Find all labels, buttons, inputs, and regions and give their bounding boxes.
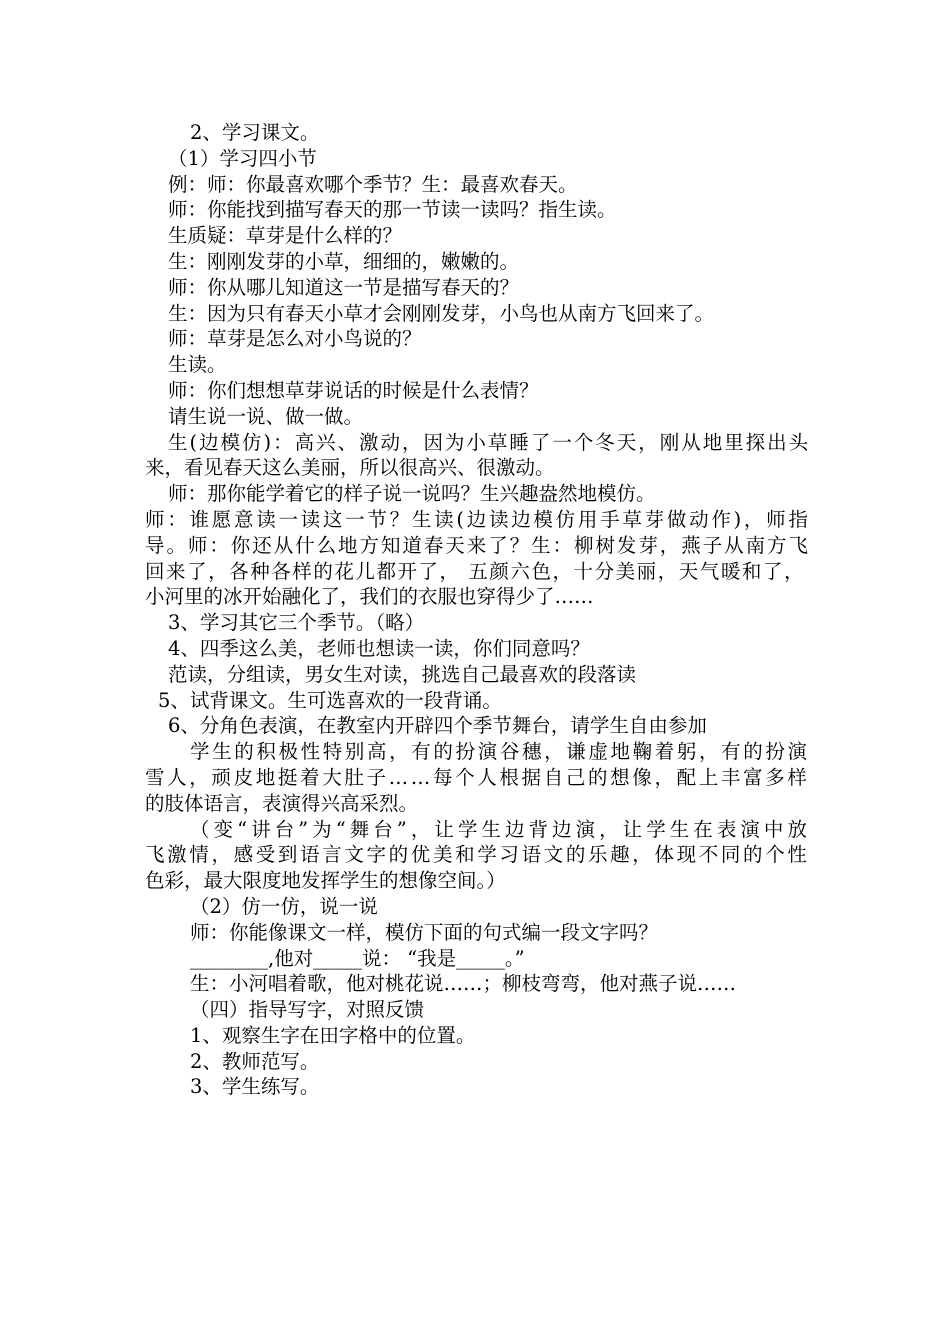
text-line (0, 662, 950, 688)
text-line-content: 师：你们想想草芽说话的时候是什么表情？ (168, 378, 539, 402)
text-line-content: 小河里的冰开始融化了，我们的衣服也穿得少了…… (145, 585, 594, 609)
text-line (0, 430, 950, 456)
text-line-content: 师：谁愿意读一读这一节？生读(边读边模仿用手草芽做动作)，师指 (145, 507, 811, 531)
text-line-content: 例：师：你最喜欢哪个季节？生：最喜欢春天。 (168, 172, 578, 196)
text-line (0, 791, 950, 817)
text-line-content: （四）指导写字，对照反馈 (190, 998, 425, 1022)
text-line (0, 559, 950, 585)
text-line (0, 507, 950, 533)
text-line (0, 868, 950, 894)
text-line (0, 636, 950, 662)
text-line (0, 533, 950, 559)
text-line (0, 404, 950, 430)
text-line (0, 301, 950, 327)
text-line-content: 3、学生练写。 (190, 1075, 320, 1099)
text-line (0, 326, 950, 352)
text-line (0, 481, 950, 507)
text-line-content: 范读，分组读，男女生对读，挑选自己最喜欢的段落读 (168, 662, 637, 686)
text-line-content: 师：你能像课文一样，模仿下面的句式编一段文字吗？ (190, 920, 659, 944)
text-line (0, 1074, 950, 1100)
text-line (0, 971, 950, 997)
text-line-content: 生：因为只有春天小草才会刚刚发芽，小鸟也从南方飞回来了。 (168, 301, 715, 325)
text-line-content: 请生说一说、做一做。 (168, 404, 364, 428)
text-line-content: （2）仿一仿，说一说 (190, 894, 378, 918)
text-line (0, 352, 950, 378)
text-line (0, 455, 950, 481)
text-line-content: 2、学习课文。 (190, 121, 320, 144)
text-line-content: 导。师：你还从什么地方知道春天来了？生：柳树发芽，燕子从南方飞 (145, 533, 810, 557)
text-line-content: 来，看见春天这么美丽，所以很高兴、很激动。 (145, 456, 555, 480)
text-line (0, 920, 950, 946)
text-line (0, 172, 950, 198)
text-line (0, 739, 950, 765)
text-line (0, 946, 950, 972)
text-line-content: 6、分角色表演，在教室内开辟四个季节舞台，请学生自由参加 (168, 714, 707, 738)
text-line (0, 584, 950, 610)
text-line-content: 回来了，各种各样的花儿都开了， 五颜六色，十分美丽，天气暖和了， (145, 559, 805, 583)
text-line-content: 2、教师范写。 (190, 1049, 320, 1073)
text-line-content: 师：你能找到描写春天的那一节读一读吗？指生读。 (168, 198, 617, 222)
text-line (0, 1023, 950, 1049)
text-line (0, 997, 950, 1023)
text-line-content: （1）学习四小节 (168, 146, 317, 170)
text-line-content: 飞激情，感受到语言文字的优美和学习语文的乐趣，体现不同的个性 (145, 843, 810, 867)
text-line (0, 378, 950, 404)
text-line (0, 610, 950, 636)
text-line-content: 师：你从哪儿知道这一节是描写春天的？ (168, 275, 520, 299)
text-line-content: 生质疑：草芽是什么样的？ (168, 224, 403, 248)
text-line-content: 生：刚刚发芽的小草，细细的，嫩嫩的。 (168, 249, 520, 273)
text-line-content: ________,他对_____说： “我是_____。” (190, 946, 525, 970)
text-line (0, 765, 950, 791)
text-line-content: 学生的积极性特别高，有的扮演谷穗，谦虚地鞠着躬，有的扮演 (190, 740, 810, 764)
text-line-content: 色彩，最大限度地发挥学生的想像空间。） (145, 869, 506, 893)
text-line (0, 842, 950, 868)
text-line (0, 275, 950, 301)
text-line-content: （变“讲台”为“舞台”，让学生边背边演，让学生在表演中放 (190, 817, 811, 841)
text-line-content: 3、学习其它三个季节。（略） (168, 611, 425, 635)
text-line-content: 雪人，顽皮地挺着大肚子……每个人根据自己的想像，配上丰富多样 (145, 765, 810, 789)
text-line (0, 894, 950, 920)
text-line (0, 713, 950, 739)
text-line (0, 146, 950, 172)
text-line-content: 生(边模仿)：高兴、激动，因为小草睡了一个冬天，刚从地里探出头 (168, 430, 811, 454)
text-line-content: 5、试背课文。生可选喜欢的一段背诵。 (158, 688, 502, 712)
text-line-content: 1、观察生字在田字格中的位置。 (190, 1023, 476, 1047)
text-line-content: 师：那你能学着它的样子说一说吗？生兴趣盎然地模仿。 (168, 482, 656, 506)
text-line-content: 师：草芽是怎么对小鸟说的？ (168, 327, 422, 351)
text-line-content: 生：小河唱着歌，他对桃花说……；柳枝弯弯，他对燕子说…… (190, 972, 737, 996)
document-body (0, 120, 950, 1100)
text-line (0, 817, 950, 843)
text-line (0, 223, 950, 249)
text-line-content: 生读。 (168, 353, 227, 377)
text-line (0, 197, 950, 223)
text-line (0, 249, 950, 275)
text-line (0, 1049, 950, 1075)
text-line (0, 120, 950, 146)
text-line (0, 688, 950, 714)
text-line-content: 的肢体语言，表演得兴高采烈。 (145, 791, 419, 815)
text-line-content: 4、四季这么美，老师也想读一读，你们同意吗？ (168, 636, 590, 660)
